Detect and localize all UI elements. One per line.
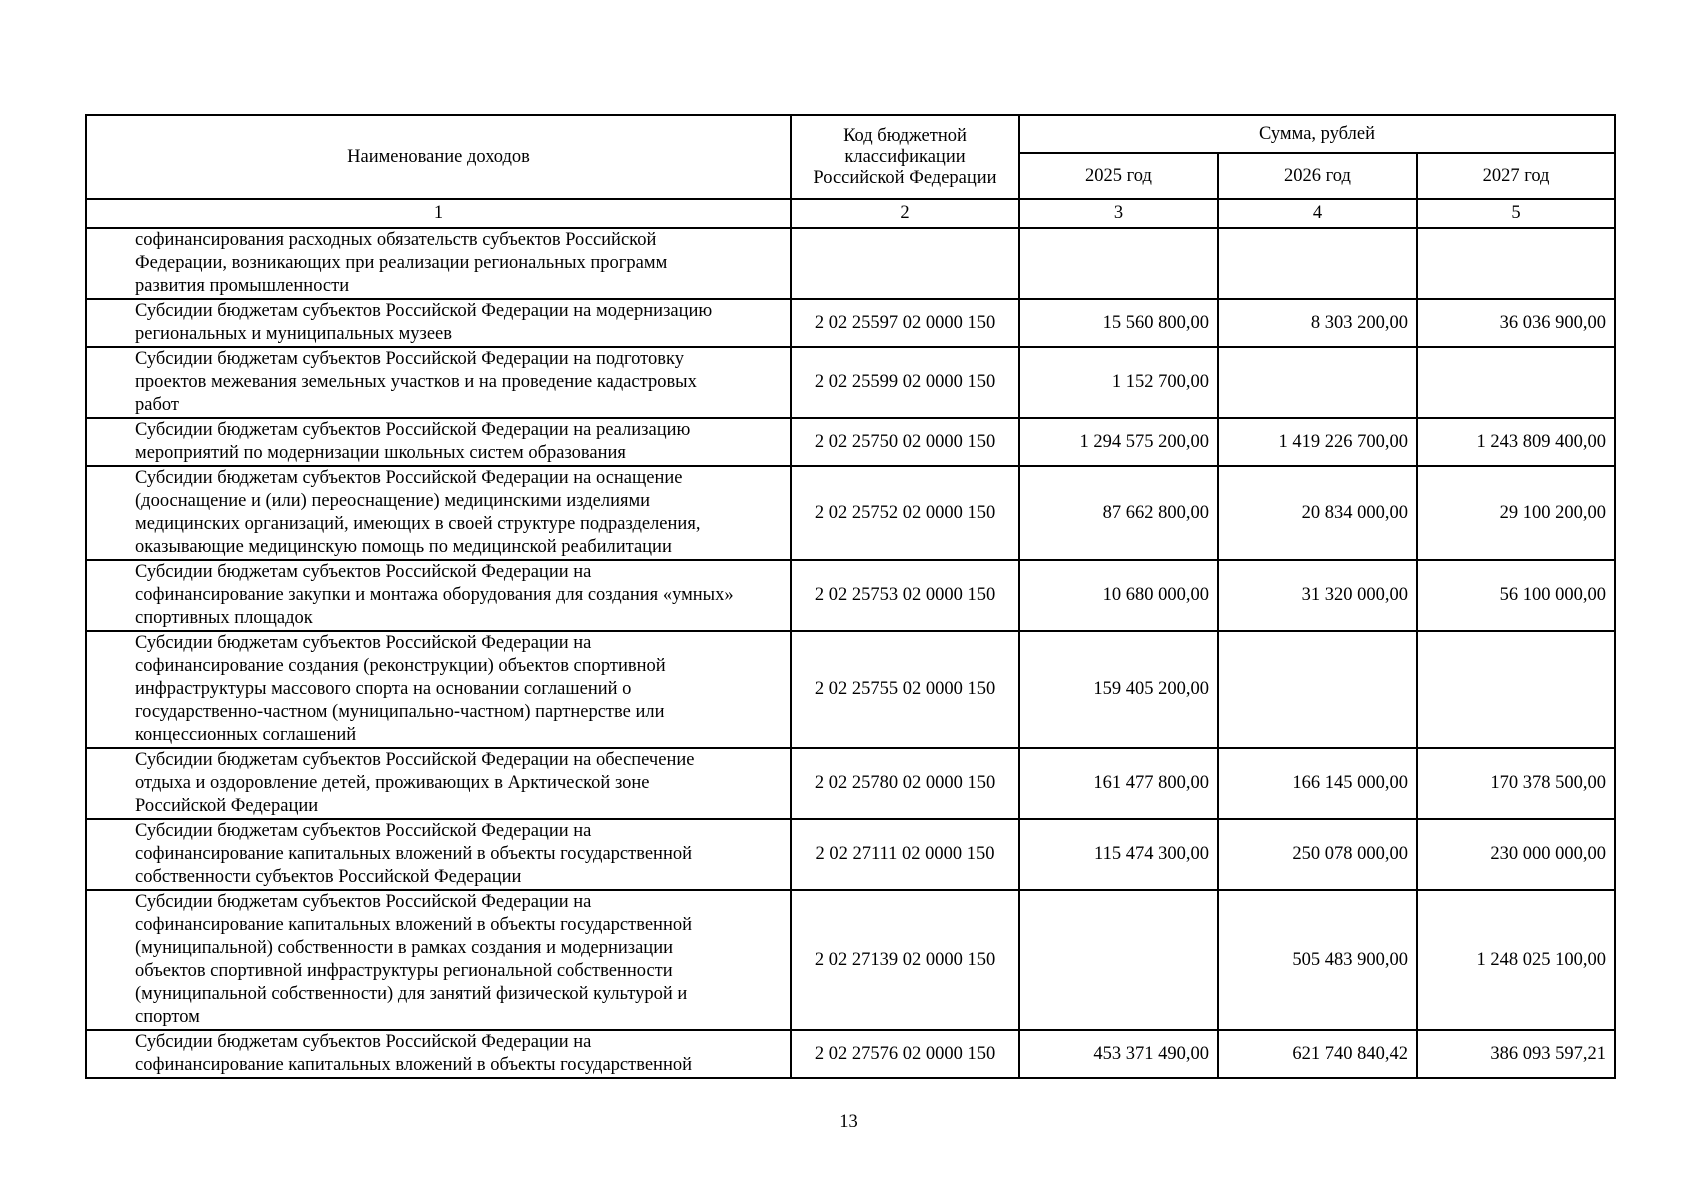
header-sum: Сумма, рублей — [1019, 115, 1615, 153]
amount-2027-cell: 386 093 597,21 — [1417, 1030, 1615, 1078]
income-name-line: Российской Федерации — [135, 796, 319, 816]
income-name-line: (дооснащение и (или) переоснащение) медицинскими изделиями — [135, 491, 651, 511]
header-code — [791, 115, 1019, 199]
income-name-line: работ — [135, 395, 179, 415]
income-name-line: софинансирование закупки и монтажа оборудования для создания «умных» — [135, 585, 734, 605]
amount-2025-cell: 15 560 800,00 — [1019, 299, 1218, 347]
budget-code-cell: 2 02 25780 02 0000 150 — [791, 748, 1019, 819]
column-number-row — [86, 199, 1615, 228]
table-row — [86, 299, 1615, 347]
header-year-2025: 2025 год — [1019, 153, 1218, 199]
table-row — [86, 466, 1615, 560]
amount-2025-cell: 115 474 300,00 — [1019, 819, 1218, 890]
revenue-table — [85, 114, 1616, 1079]
income-name-line: Субсидии бюджетам субъектов Российской Федерации на — [135, 633, 592, 653]
income-name-cell — [86, 748, 791, 819]
column-number: 3 — [1019, 199, 1218, 228]
amount-2026-cell: 250 078 000,00 — [1218, 819, 1417, 890]
table-body — [86, 199, 1615, 1078]
income-name-line: инфраструктуры массового спорта на основании соглашений о — [135, 679, 632, 699]
header-code-line: Код бюджетной — [843, 125, 967, 146]
amount-2026-cell: 31 320 000,00 — [1218, 560, 1417, 631]
table-row — [86, 228, 1615, 299]
income-name-line: софинансирование капитальных вложений в объекты государственной — [135, 915, 693, 935]
header-name: Наименование доходов — [86, 115, 791, 199]
column-number: 4 — [1218, 199, 1417, 228]
amount-2025-cell — [1019, 890, 1218, 1030]
amount-2026-cell: 1 419 226 700,00 — [1218, 418, 1417, 466]
income-name-line: софинансирования расходных обязательств субъектов Российской — [135, 230, 657, 250]
table-row — [86, 890, 1615, 1030]
amount-2027-cell — [1417, 347, 1615, 418]
income-name-line: отдыха и оздоровление детей, проживающих в Арктической зоне — [135, 773, 650, 793]
income-name-line: спортивных площадок — [135, 608, 313, 628]
amount-2025-cell: 453 371 490,00 — [1019, 1030, 1218, 1078]
income-name-line: мероприятий по модернизации школьных систем образования — [135, 443, 626, 463]
income-name-line: софинансирование создания (реконструкции) объектов спортивной — [135, 656, 666, 676]
income-name-line: государственно-частном (муниципально-частном) партнерстве или — [135, 702, 665, 722]
budget-code-cell: 2 02 25599 02 0000 150 — [791, 347, 1019, 418]
income-name-line: развития промышленности — [135, 276, 350, 296]
header-year-2026: 2026 год — [1218, 153, 1417, 199]
income-name-cell — [86, 299, 791, 347]
amount-2027-cell: 170 378 500,00 — [1417, 748, 1615, 819]
budget-code-cell: 2 02 27576 02 0000 150 — [791, 1030, 1019, 1078]
income-name-line: Субсидии бюджетам субъектов Российской Федерации на подготовку — [135, 349, 684, 369]
income-name-line: концессионных соглашений — [135, 725, 357, 745]
amount-2025-cell — [1019, 228, 1218, 299]
column-number: 1 — [86, 199, 791, 228]
income-name-cell — [86, 560, 791, 631]
budget-code-cell: 2 02 25753 02 0000 150 — [791, 560, 1019, 631]
income-name-line: Субсидии бюджетам субъектов Российской Федерации на — [135, 562, 592, 582]
table-row — [86, 819, 1615, 890]
income-name-cell — [86, 418, 791, 466]
amount-2025-cell: 87 662 800,00 — [1019, 466, 1218, 560]
amount-2027-cell: 1 248 025 100,00 — [1417, 890, 1615, 1030]
income-name-cell — [86, 819, 791, 890]
income-name-line: софинансирование капитальных вложений в объекты государственной — [135, 844, 693, 864]
budget-code-cell — [791, 228, 1019, 299]
income-name-line: объектов спортивной инфраструктуры региональной собственности — [135, 961, 673, 981]
income-name-line: (муниципальной) собственности в рамках создания и модернизации — [135, 938, 673, 958]
amount-2026-cell: 20 834 000,00 — [1218, 466, 1417, 560]
income-name-line: Субсидии бюджетам субъектов Российской Федерации на обеспечение — [135, 750, 695, 770]
budget-code-cell: 2 02 25750 02 0000 150 — [791, 418, 1019, 466]
income-name-line: Субсидии бюджетам субъектов Российской Федерации на реализацию — [135, 420, 691, 440]
column-number: 5 — [1417, 199, 1615, 228]
header-year-2027: 2027 год — [1417, 153, 1615, 199]
amount-2027-cell — [1417, 228, 1615, 299]
income-name-cell — [86, 1030, 791, 1078]
budget-code-cell: 2 02 27139 02 0000 150 — [791, 890, 1019, 1030]
table-row — [86, 1030, 1615, 1078]
table-row — [86, 631, 1615, 748]
budget-code-cell: 2 02 25752 02 0000 150 — [791, 466, 1019, 560]
table-row — [86, 418, 1615, 466]
income-name-line: Субсидии бюджетам субъектов Российской Федерации на — [135, 821, 592, 841]
income-name-line: спортом — [135, 1007, 200, 1027]
table-row — [86, 347, 1615, 418]
table-row — [86, 748, 1615, 819]
amount-2027-cell: 1 243 809 400,00 — [1417, 418, 1615, 466]
header-row-top — [86, 115, 1615, 153]
income-name-line: медицинских организаций, имеющих в своей структуре подразделения, — [135, 514, 701, 534]
amount-2027-cell: 29 100 200,00 — [1417, 466, 1615, 560]
income-name-line: оказывающие медицинскую помощь по медицинской реабилитации — [135, 537, 672, 557]
income-name-cell — [86, 228, 791, 299]
budget-code-cell: 2 02 25755 02 0000 150 — [791, 631, 1019, 748]
amount-2027-cell: 230 000 000,00 — [1417, 819, 1615, 890]
income-name-line: Федерации, возникающих при реализации региональных программ — [135, 253, 668, 273]
budget-code-cell: 2 02 25597 02 0000 150 — [791, 299, 1019, 347]
budget-code-cell: 2 02 27111 02 0000 150 — [791, 819, 1019, 890]
header-code-line: классификации — [844, 146, 966, 167]
page-number: 13 — [839, 1112, 858, 1132]
amount-2025-cell: 1 294 575 200,00 — [1019, 418, 1218, 466]
income-name-line: Субсидии бюджетам субъектов Российской Федерации на оснащение — [135, 468, 683, 488]
amount-2026-cell: 8 303 200,00 — [1218, 299, 1417, 347]
amount-2027-cell — [1417, 631, 1615, 748]
income-name-line: региональных и муниципальных музеев — [135, 324, 453, 344]
income-name-cell — [86, 631, 791, 748]
income-name-cell — [86, 466, 791, 560]
income-name-line: Субсидии бюджетам субъектов Российской Федерации на модернизацию — [135, 301, 713, 321]
amount-2026-cell: 166 145 000,00 — [1218, 748, 1417, 819]
income-name-line: (муниципальной собственности) для занятий физической культурой и — [135, 984, 688, 1004]
amount-2025-cell: 1 152 700,00 — [1019, 347, 1218, 418]
amount-2025-cell: 159 405 200,00 — [1019, 631, 1218, 748]
income-name-line: софинансирование капитальных вложений в объекты государственной — [135, 1055, 693, 1075]
amount-2025-cell: 161 477 800,00 — [1019, 748, 1218, 819]
header-code-line: Российской Федерации — [813, 167, 997, 188]
amount-2026-cell — [1218, 347, 1417, 418]
income-name-line: Субсидии бюджетам субъектов Российской Федерации на — [135, 1032, 592, 1052]
amount-2026-cell — [1218, 228, 1417, 299]
table-row — [86, 560, 1615, 631]
amount-2025-cell: 10 680 000,00 — [1019, 560, 1218, 631]
income-name-line: проектов межевания земельных участков и на проведение кадастровых — [135, 372, 697, 392]
income-name-cell — [86, 890, 791, 1030]
income-name-cell — [86, 347, 791, 418]
amount-2027-cell: 56 100 000,00 — [1417, 560, 1615, 631]
income-name-line: собственности субъектов Российской Федерации — [135, 867, 522, 887]
income-name-line: Субсидии бюджетам субъектов Российской Федерации на — [135, 892, 592, 912]
amount-2026-cell: 621 740 840,42 — [1218, 1030, 1417, 1078]
amount-2027-cell: 36 036 900,00 — [1417, 299, 1615, 347]
column-number: 2 — [791, 199, 1019, 228]
amount-2026-cell — [1218, 631, 1417, 748]
amount-2026-cell: 505 483 900,00 — [1218, 890, 1417, 1030]
